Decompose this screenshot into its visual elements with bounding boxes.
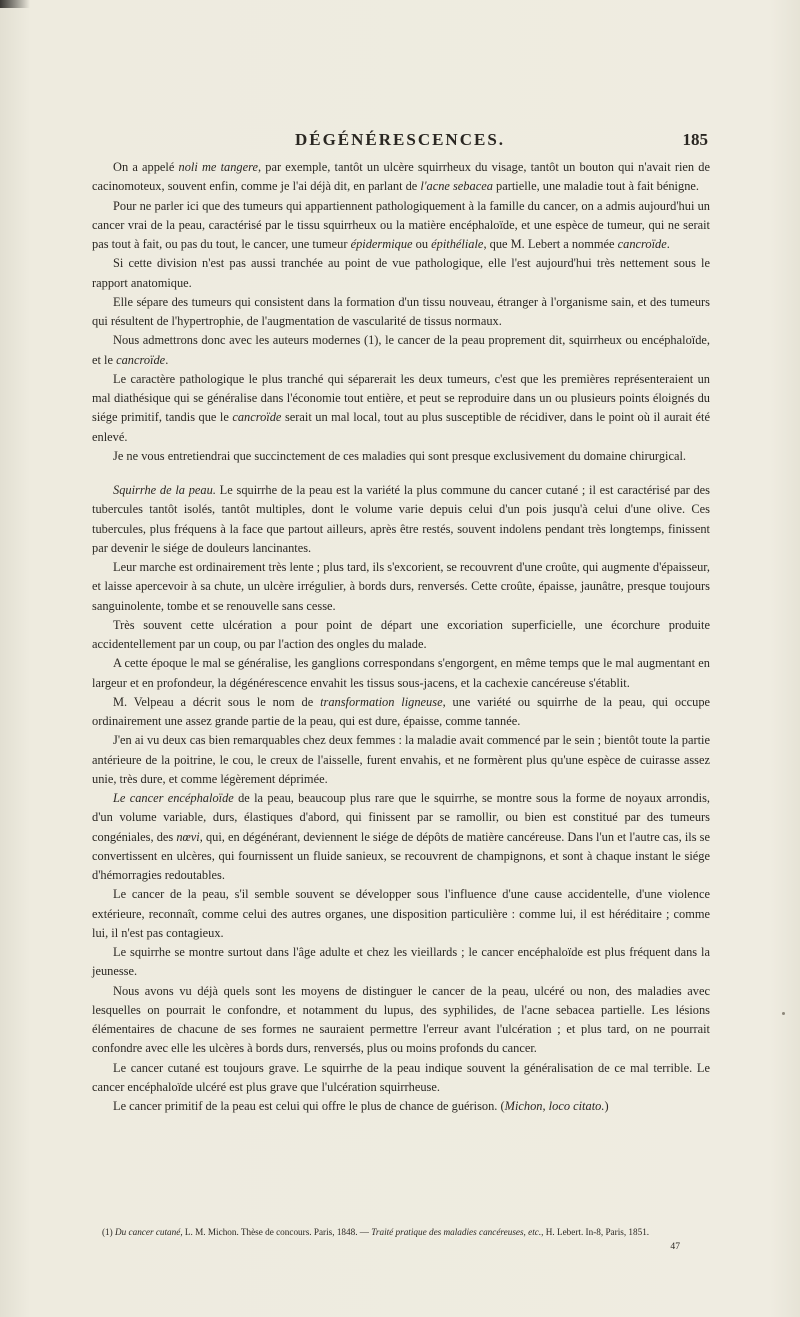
text-run: Le cancer de la peau, s'il semble souvent se développer sous l'influence d'une cause accidentelle, d'une violence extérieure, reconnaît, comme celui des autres organes, une disposition particulière : comme lui, il est héréditaire ; comme lui, il n'est pas contagieux. (92, 887, 710, 940)
paragraph (92, 885, 710, 943)
text-run: partielle, une maladie tout à fait bénigne. (492, 179, 699, 194)
italic-text: Du cancer cutané (115, 1227, 181, 1237)
text-run: , que M. Lebert a nommée (483, 237, 618, 251)
italic-text: cancroïde (116, 352, 166, 367)
italic-text: Squirrhe de la peau. (113, 483, 216, 497)
italic-text: Traité pratique des maladies cancéreuses, etc. (371, 1227, 542, 1237)
text-run: Nous avons vu déjà quels sont les moyens de distinguer le cancer de la peau, ulcéré ou non, des maladies avec lesquelles on pourrait le confondre, et notamment du lupus, des syphilides, de l'acne sebacea partielle. Les lésions élémentaires de chacune de ses formes ne sauraient permettre l'erreur avant l'ulcération ; et plus tard, on ne pourrait confondre avec elle les ulcères à bords durs, renversés, plus ou moins profonds du cancer. (92, 983, 710, 1056)
italic-text: cancroïde (617, 237, 667, 251)
paragraph (92, 331, 710, 370)
text-run: serait un mal local, tout au plus susceptible de récidiver, dans le point où il aurait été enlevé. (92, 410, 710, 444)
text-run: de la peau, beaucoup plus rare que le squirrhe, se montre sous la forme de noyaux arrondis, d'un volume variable, durs, élastiques d'abord, qui finissent par se ramollir, ou bien est constitué par des tumeurs congéniales, des (92, 791, 710, 844)
text-run: M. Velpeau a décrit sous le nom de (113, 694, 321, 709)
text-run: Le caractère pathologique le plus tranché qui séparerait les deux tumeurs, c'est que les premières représenteraient un mal diathésique qui se généralise dans l'économie tout entière, et peut se reproduire dans un ou plusieurs points éloignés du siége primitif, tandis que le (92, 371, 710, 425)
paragraph (92, 370, 710, 447)
paragraph (92, 254, 710, 293)
paragraph (92, 731, 710, 789)
text-run: Le cancer cutané est toujours grave. Le squirrhe de la peau indique souvent la généralisation de ce mal terrible. Le cancer encéphaloïde ulcéré est plus grave que l'ulcération squirrheuse. (92, 1060, 710, 1094)
paragraph (92, 1097, 710, 1116)
text-run: On a appelé (113, 160, 179, 174)
body-text (92, 158, 710, 1116)
page-number: 185 (682, 130, 708, 149)
italic-text: transformation ligneuse (320, 694, 443, 709)
text-run: Si cette division n'est pas aussi tranchée au point de vue pathologique, elle l'est aujourd'hui très nettement sous le rapport anatomique. (92, 256, 710, 290)
italic-text: Michon, loco citato. (504, 1099, 605, 1113)
text-run: Pour ne parler ici que des tumeurs qui appartiennent pathologiquement à la famille du cancer, on a admis aujourd'hui un cancer vrai de la peau, caractérisé par le tissu squirrheux ou la matière encéphaloïde, et une espèce de tumeur, qui ne serait pas tout à fait, ou pas du tout, le cancer, une tumeur (92, 198, 710, 251)
paragraph (92, 693, 710, 732)
text-run: . (165, 352, 169, 367)
scan-edge-mark (0, 0, 30, 8)
text-run: Nous admettrons donc avec les auteurs modernes (1), le cancer de la peau proprement dit, squirrheux ou encéphaloïde, et le (92, 333, 710, 367)
text-run: ) (604, 1099, 609, 1113)
text-run: , une variété ou squirrhe de la peau, qui occupe ordinairement une assez grande partie de la peau, qui est dure, épaisse, comme tannée. (92, 694, 711, 728)
text-run: ou (412, 237, 432, 251)
text-run: (1) (102, 1227, 116, 1237)
footnote (92, 1225, 710, 1239)
paragraph (92, 616, 710, 655)
paragraph (92, 158, 710, 197)
paragraph (92, 943, 710, 982)
italic-text: épithéliale (431, 237, 484, 251)
italic-text: l'acne sebacea (420, 179, 493, 194)
page-header (0, 130, 800, 154)
text-run: Leur marche est ordinairement très lente ; plus tard, ils s'excorient, se recouvrent d'une croûte, qui augmente d'épaisseur, et laisse apercevoir à sa chute, un ulcère irrégulier, à bords durs, renversés. Cette croûte, épaisse, jaunâtre, presque toujours sanguinolente, tombe et se renouvelle sans cesse. (92, 560, 710, 613)
italic-text: cancroïde (232, 410, 282, 425)
text-run: J'en ai vu deux cas bien remarquables chez deux femmes : la maladie avait commencé par le sein ; bientôt toute la partie antérieure de la poitrine, le cou, le creux de l'aisselle, furent envahis, et ne formèrent plus qu'une espèce de cuirasse assez unie, très dure, et comme légèrement déprimée. (92, 733, 710, 786)
paragraph (92, 654, 710, 693)
paragraph (92, 293, 710, 332)
italic-text: épidermique (350, 237, 413, 251)
text-run: . (666, 237, 670, 251)
text-run: , qui, en dégénérant, deviennent le siége de dépôts de matière cancéreuse. Dans l'un et l'autre cas, ils se convertissent en ulcères, qui fournissent un fluide sanieux, se recouvrent de champignons, et sont à chaque instant le siége d'hémorragies redoutables. (92, 829, 710, 882)
text-run: Le squirrhe se montre surtout dans l'âge adulte et chez les vieillards ; le cancer encéphaloïde est plus fréquent dans la jeunesse. (92, 945, 710, 979)
text-run: , H. Lebert. In-8, Paris, 1851. (541, 1227, 650, 1237)
text-run: Elle sépare des tumeurs qui consistent dans la formation d'un tissu nouveau, étranger à l'organisme sain, et des tumeurs qui résultent de l'hypertrophie, de l'augmentation de vascularité de tissus normaux. (92, 294, 710, 328)
text-run: Le cancer primitif de la peau est celui qui offre le plus de chance de guérison. ( (113, 1099, 505, 1113)
text-run: A cette époque le mal se généralise, les ganglions correspondans s'engorgent, en même temps que le mal augmentant en largeur et en profondeur, la dégénérescence envahit les tissus sous-jacens, et la cachexie cancéreuse s'établit. (92, 656, 710, 690)
italic-text: Le cancer encéphaloïde (113, 791, 234, 805)
italic-text: noli me tangere (178, 160, 258, 174)
italic-text: nœvi (176, 829, 200, 844)
paragraph (92, 447, 710, 466)
paragraph (92, 558, 710, 616)
paragraph (92, 982, 710, 1059)
paragraph (92, 481, 710, 558)
running-title: DÉGÉNÉRESCENCES. (294, 130, 506, 149)
text-run: , par exemple, tantôt un ulcère squirrheux du visage, tantôt un bouton qui n'avait rien de cacinomoteux, souvent enfin, comme je l'ai déjà dit, en parlant de (92, 160, 710, 194)
text-run: Très souvent cette ulcération a pour point de départ une excoriation superficielle, une écorchure produite accidentellement par un coup, ou par l'action des ongles du malade. (92, 617, 710, 651)
signature-mark: 47 (670, 1241, 680, 1252)
paragraph (92, 789, 710, 885)
paragraph (92, 197, 710, 255)
scan-speck (782, 1012, 785, 1015)
text-run: Le squirrhe de la peau est la variété la plus commune du cancer cutané ; il est caractérisé par des tubercules tantôt isolés, tantôt multiples, dont le volume varie depuis celui d'un pois jusqu'à celui d'une olive. Ces tubercules, plus fréquens à la face que partout ailleurs, après être restés, souvent indolens pendant très longtemps, finissent par devenir le siége de douleurs lancinantes. (92, 483, 710, 555)
text-run: Je ne vous entretiendrai que succinctement de ces maladies qui sont presque exclusivement du domaine chirurgical. (113, 448, 686, 463)
text-run: , L. M. Michon. Thèse de concours. Paris, 1848. — (180, 1227, 372, 1237)
paragraph (92, 1059, 710, 1098)
